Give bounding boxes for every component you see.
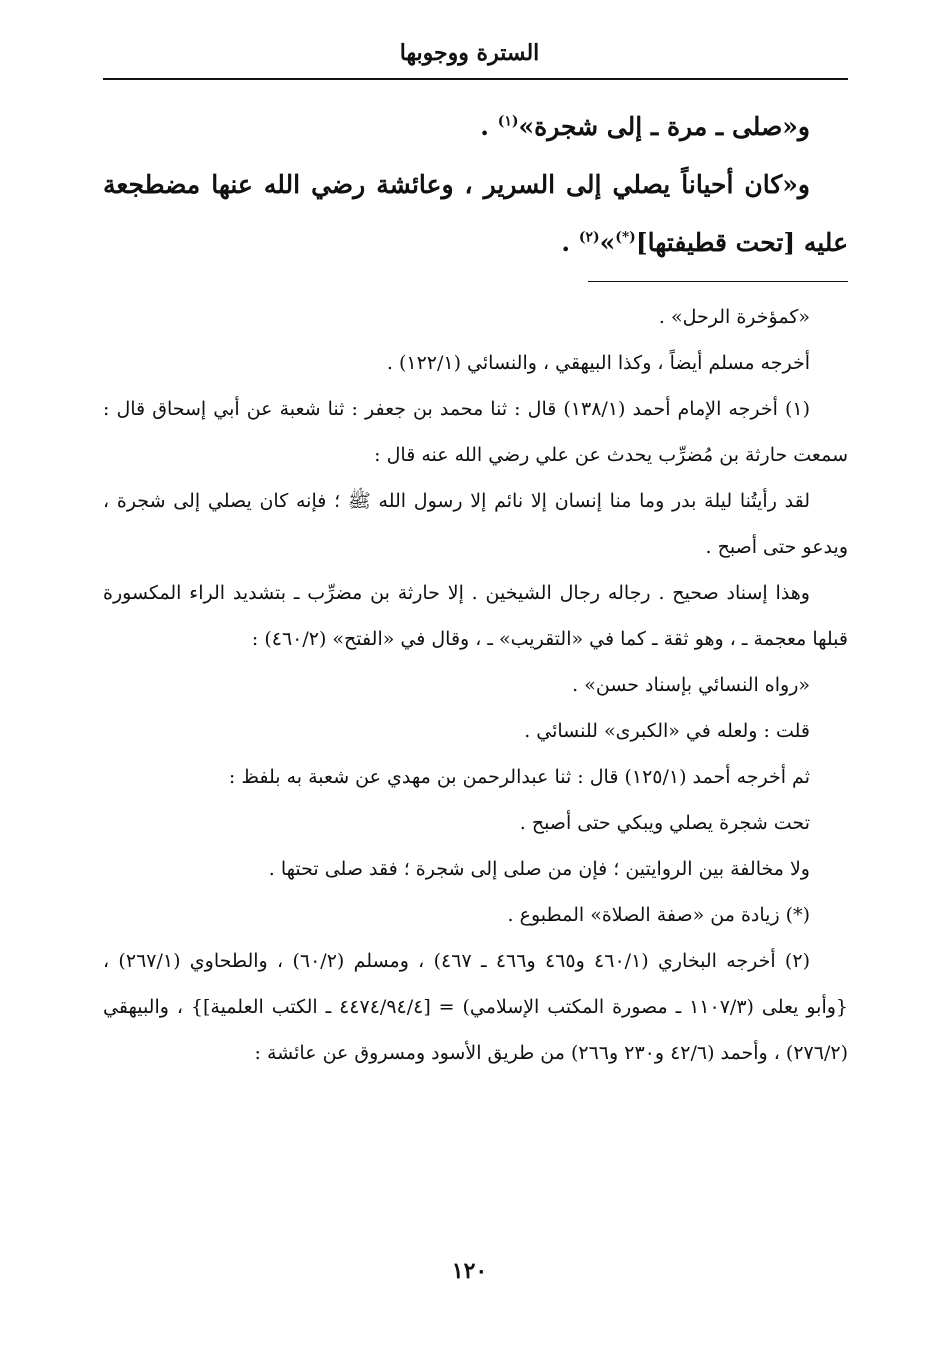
main-paragraph-2-end: . [561,228,579,257]
page-number: ١٢٠ [451,1258,488,1284]
footnote-line: تحت شجرة يصلي ويبكي حتى أصبح . [519,812,810,834]
footnote-ref-star: (*) [615,229,636,246]
footnote-divider [588,281,848,282]
footnote-line: أخرجه مسلم أيضاً ، وكذا البيهقي ، والنسائي (١٢٢/١) . [386,352,810,374]
main-paragraph-2-close: » [599,228,616,257]
footnote-line: «كمؤخرة الرحل» . [658,306,810,328]
main-text [103,98,848,272]
footnote-line: «رواه النسائي بإسناد حسن» . [572,674,810,696]
footnote-line: لقد رأيتُنا ليلة بدر وما منا إنسان إلا نائم إلا رسول الله ﷺ ؛ فإنه كان يصلي إلى شجرة ، ويدعو حتى أصبح . [103,490,848,558]
footnote-ref-1: (١) [497,113,519,130]
footnote-line: قلت : ولعله في «الكبرى» للنسائي . [524,720,810,742]
footnote-2: (٢) أخرجه البخاري (٤٦٠/١ و٤٦٥ و٤٦٦ ـ ٤٦٧) ، ومسلم (٦٠/٢) ، والطحاوي (٢٦٧/١) ، {وأبو يعلى (١١٠٧/٣ ـ مصورة المكتب الإسلامي) = [٤٤٧٤/٩٤/٤ ـ الكتب العلمية]} ، والبيهقي (٢٧٦/٢) ، وأحمد (٤٢/٦ و٢٣٠ و٢٦٦) من طريق الأسود ومسروق عن عائشة : [103,950,849,1064]
main-paragraph-2-text: و«كان أحياناً يصلي إلى السرير ، وعائشة رضي الله عنها مضطجعة عليه [تحت قطيفتها] [103,170,848,257]
running-header-title: السترة ووجوبها [399,40,540,66]
main-paragraph-1-end: . [480,112,498,141]
main-paragraph-1-text: و«صلى ـ مرة ـ إلى شجرة» [518,112,810,141]
footnote-line: ثم أخرجه أحمد (١٢٥/١) قال : ثنا عبدالرحمن بن مهدي عن شعبة به بلفظ : [228,766,810,788]
header-divider [103,78,848,80]
footnote-ref-2: (٢) [578,229,600,246]
main-paragraph-2 [103,156,848,272]
main-paragraph-1 [103,98,848,156]
footnote-1: (١) أخرجه الإمام أحمد (١٣٨/١) قال : ثنا محمد بن جعفر : ثنا شعبة عن أبي إسحاق قال : سمعت حارثة بن مُضرِّب يحدث عن علي رضي الله عنه قال : [103,398,848,466]
footnote-star: (*) زيادة من «صفة الصلاة» المطبوع . [507,904,810,926]
footnotes [103,294,848,1076]
footnote-line: وهذا إسناد صحيح . رجاله رجال الشيخين . إلا حارثة بن مضرِّب ـ بتشديد الراء المكسورة قبلها معجمة ـ ، وهو ثقة ـ كما في «التقريب» ـ ، وقال في «الفتح» (٤٦٠/٢) : [103,582,848,650]
footnote-line: ولا مخالفة بين الروايتين ؛ فإن من صلى إلى شجرة ؛ فقد صلى تحتها . [268,858,810,880]
